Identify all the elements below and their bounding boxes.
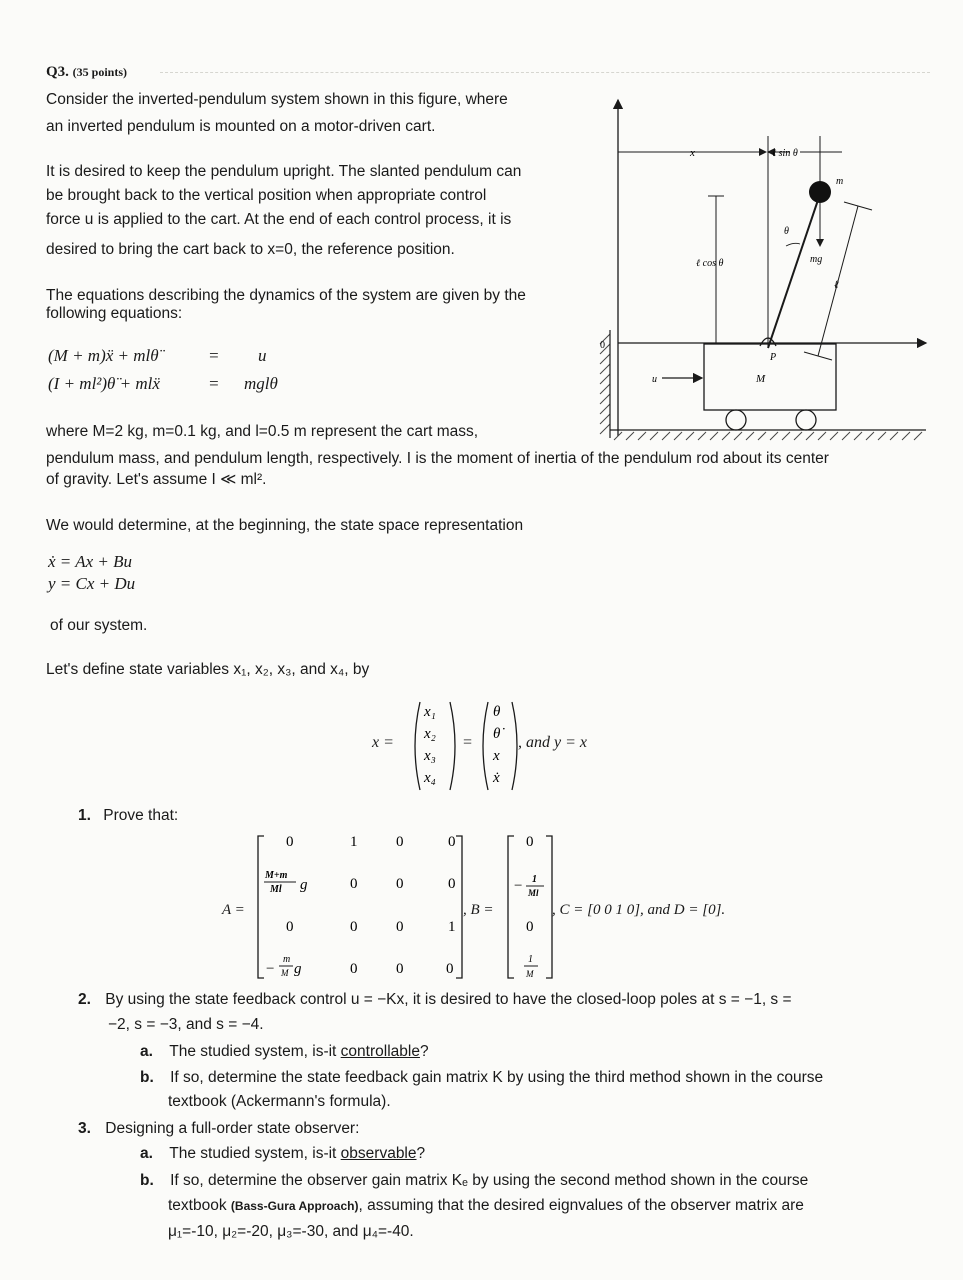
a-r3-c4: 1 <box>448 919 456 935</box>
output-equation: y = Cx + Du <box>48 574 136 593</box>
intro-line-2: an inverted pendulum is mounted on a motor-driven cart. <box>46 118 436 135</box>
para5-line-2: of our system. <box>50 617 148 634</box>
a-r1-c1: 0 <box>286 834 294 850</box>
item-1-text: Prove that: <box>103 807 179 824</box>
vec1-entry-3: x₃ <box>424 748 436 764</box>
equation-1-lhs: (M + m)ẍ + mlθ̈ <box>48 346 159 365</box>
matrices-c-d: , C = [0 0 1 0], and D = [0]. <box>552 902 726 918</box>
item-3a <box>140 1142 425 1166</box>
equation-2-lhs: (I + ml²)θ̈ + mlẍ <box>48 374 160 393</box>
a-r1-c4: 0 <box>448 834 456 850</box>
para3-line-2: following equations: <box>46 305 183 322</box>
theta-label: θ <box>784 226 789 237</box>
para6-line-1: Let's define state variables x₁, x₂, x₃, and x₄, by <box>46 661 370 678</box>
intro-line-1: Consider the inverted-pendulum system shown in this figure, where <box>46 91 508 108</box>
item-3a-end: ? <box>416 1145 426 1162</box>
item-3-line-1 <box>78 1117 359 1141</box>
item-2a-label: a. <box>140 1043 153 1060</box>
vec1-entry-1: x₁ <box>424 704 436 720</box>
l-sin-theta-label: ℓ sin θ <box>772 148 798 159</box>
vec2-entry-3: x <box>493 748 500 764</box>
a-r4-num: m <box>283 954 291 965</box>
pivot-label: P <box>770 352 777 363</box>
item-2b-text: If so, determine the state feedback gain matrix K by using the third method shown in the course <box>170 1069 824 1086</box>
b-r4-den: M <box>526 969 534 979</box>
item-2a-text: The studied system, is-it <box>169 1043 341 1060</box>
matrix-a <box>256 832 468 982</box>
a-r4-g: g <box>294 961 302 977</box>
item-2b-label: b. <box>140 1069 154 1086</box>
bass-gura-label: (Bass-Gura Approach) <box>230 1199 359 1213</box>
equation-1-rhs: u <box>258 346 267 365</box>
para2-line-4: desired to bring the cart back to x=0, the reference position. <box>46 241 455 258</box>
vec2-entry-4: ẋ <box>493 770 500 786</box>
item-3-text: Designing a full-order state observer: <box>105 1120 360 1137</box>
a-r3-c1: 0 <box>286 919 294 935</box>
item-3b-post: , assuming that the desired eignvalues of the observer matrix are <box>358 1197 804 1214</box>
pendulum-mass <box>809 181 831 203</box>
para2-line-3: force u is applied to the cart. At the end of each control process, it is <box>46 211 512 228</box>
matrix-a-label: A = <box>222 902 245 918</box>
item-3b-text: If so, determine the observer gain matrix Kₑ by using the second method shown in the course <box>170 1172 809 1189</box>
item-2-text: By using the state feedback control u = −Kx, it is desired to have the closed-loop poles at s = −1, s = <box>105 991 792 1008</box>
matrix-b-label: , B = <box>463 902 494 918</box>
vec2-entry-2: θ̇ <box>493 726 501 742</box>
state-mid-equals: = <box>462 734 473 751</box>
question-points: (35 points) <box>72 65 128 79</box>
paren-left <box>483 702 488 790</box>
b-r2-minus: − <box>514 878 523 894</box>
item-3b <box>140 1169 808 1193</box>
item-3b-line-2 <box>168 1194 804 1218</box>
matrix-b <box>506 832 556 982</box>
vec2-entry-1: θ <box>493 704 501 720</box>
controllable-link: controllable <box>340 1043 420 1060</box>
b-r2-num: 1 <box>532 874 537 885</box>
b-r1: 0 <box>526 834 534 850</box>
item-2b <box>140 1066 823 1090</box>
wheel-right <box>796 410 816 430</box>
question-header <box>46 64 127 81</box>
l-cos-theta-label: ℓ cos θ <box>696 258 724 269</box>
state-x-equals: x = <box>372 734 394 751</box>
paren-right <box>450 702 455 790</box>
state-vector-theta <box>478 698 522 794</box>
paren-left <box>415 702 420 790</box>
equation-2-equals: = <box>208 374 220 393</box>
cart-label: M <box>756 373 766 385</box>
state-equation: ẋ = Ax + Bu <box>48 552 132 571</box>
wheel-left <box>726 410 746 430</box>
origin-label: 0 <box>600 340 605 351</box>
a-r2-c3: 0 <box>396 876 404 892</box>
equation-2-rhs: mglθ <box>244 374 278 393</box>
a-r4-c4: 0 <box>446 961 454 977</box>
a-r2-c2: 0 <box>350 876 358 892</box>
b-r4-num: 1 <box>528 954 533 965</box>
mass-label: m <box>836 176 844 187</box>
a-r2-num: M+m <box>265 870 288 881</box>
a-r2-g: g <box>300 877 308 893</box>
state-tail: , and y = x <box>518 734 587 751</box>
vec1-entry-4: x₄ <box>424 770 436 786</box>
item-3a-text: The studied system, is-it <box>169 1145 341 1162</box>
observable-link: observable <box>340 1145 417 1162</box>
item-2a-end: ? <box>419 1043 429 1060</box>
pendulum-rod <box>768 200 818 348</box>
item-3b-label: b. <box>140 1172 154 1189</box>
bracket-right <box>456 836 462 978</box>
b-r3: 0 <box>526 919 534 935</box>
a-r1-c2: 1 <box>350 834 358 850</box>
bracket-left <box>258 836 264 978</box>
item-2a <box>140 1040 429 1064</box>
item-3-number: 3. <box>78 1120 91 1137</box>
para4-line-1: where M=2 kg, m=0.1 kg, and l=0.5 m represent the cart mass, <box>46 423 479 440</box>
item-2b-line-2: textbook (Ackermann's formula). <box>168 1093 391 1110</box>
a-r2-c4: 0 <box>448 876 456 892</box>
item-2-line-2: −2, s = −3, and s = −4. <box>108 1016 264 1033</box>
para5-line-1: We would determine, at the beginning, the state space representation <box>46 517 524 534</box>
a-r3-c3: 0 <box>396 919 404 935</box>
item-1 <box>78 804 178 828</box>
b-r2-den: Ml <box>528 888 539 898</box>
a-r4-minus: − <box>266 961 275 977</box>
item-2-line-1 <box>78 988 792 1012</box>
item-1-number: 1. <box>78 807 91 824</box>
force-label: u <box>652 374 657 385</box>
item-3a-label: a. <box>140 1145 153 1162</box>
equation-1-equals: = <box>208 346 220 365</box>
bracket-left <box>508 836 514 978</box>
gravity-label: mg <box>810 254 823 265</box>
x-dimension-label: x <box>690 147 695 159</box>
para3-line-1: The equations describing the dynamics of the system are given by the <box>46 287 526 304</box>
para4-line-2: pendulum mass, and pendulum length, respectively. I is the moment of inertia of the pendulum rod about its center <box>46 450 829 467</box>
para2-line-2: be brought back to the vertical position when appropriate control <box>46 187 487 204</box>
a-r3-c2: 0 <box>350 919 358 935</box>
a-r2-den: Ml <box>270 884 282 895</box>
item-3b-pre: textbook <box>168 1197 231 1214</box>
rod-length-label: ℓ <box>834 279 839 291</box>
item-2-number: 2. <box>78 991 91 1008</box>
a-r4-c2: 0 <box>350 961 358 977</box>
para2-line-1: It is desired to keep the pendulum upright. The slanted pendulum can <box>46 163 522 180</box>
a-r4-c3: 0 <box>396 961 404 977</box>
a-r4-den: M <box>281 968 289 978</box>
item-3b-line-3: μ₁=-10, μ₂=-20, μ₃=-30, and μ₄=-40. <box>168 1223 414 1240</box>
question-number: Q3. <box>46 64 69 80</box>
para4-line-3: of gravity. Let's assume I ≪ ml². <box>46 471 267 488</box>
state-vector-x <box>410 698 460 794</box>
vec1-entry-2: x₂ <box>424 726 436 742</box>
paren-right <box>512 702 517 790</box>
inverted-pendulum-figure <box>596 96 932 446</box>
ground-hatch <box>614 432 922 440</box>
header-rule <box>160 72 930 89</box>
a-r1-c3: 0 <box>396 834 404 850</box>
